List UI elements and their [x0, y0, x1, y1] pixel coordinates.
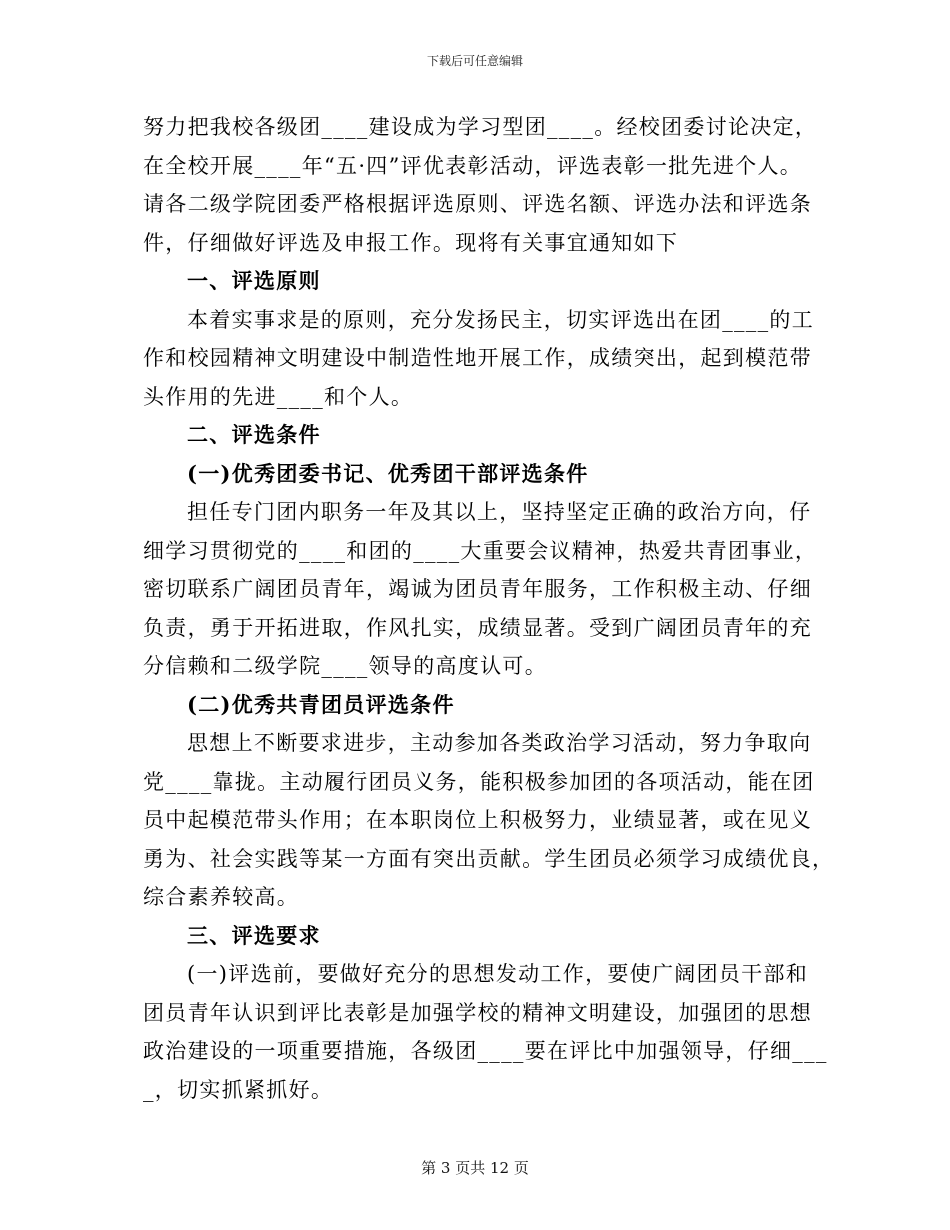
section-heading: 一、评选原则: [187, 268, 321, 293]
paragraph-line: 件，仔细做好评选及申报工作。现将有关事宜通知如下: [143, 230, 679, 255]
paragraph-line: 党____靠拢。主动履行团员义务，能积极参加团的各项活动，能在团: [143, 769, 815, 794]
paragraph-line: 思想上不断要求进步，主动参加各类政治学习活动，努力争取向: [187, 731, 812, 755]
paragraph-line: 政治建设的一项重要措施，各级团____要在评比中加强领导，仔细___: [143, 1039, 828, 1063]
paragraph-line: 员中起模范带头作用；在本职岗位上积极努力，业绩显著，或在见义: [143, 808, 812, 832]
paragraph-line: 勇为、社会实践等某一方面有突出贡献。学生团员必须学习成绩优良，: [143, 846, 835, 871]
paragraph-line: 头作用的先进____和个人。: [143, 384, 414, 409]
section-heading: (二)优秀共青团员评选条件: [187, 691, 455, 717]
section-heading: (一)优秀团委书记、优秀团干部评选条件: [187, 460, 589, 486]
section-heading: 二、评选条件: [187, 422, 321, 447]
paragraph-line: 分信赖和二级学院____领导的高度认可。: [143, 654, 547, 678]
paragraph-line: _，切实抓紧抓好。: [143, 1077, 334, 1102]
paragraph-line: 在全校开展____年“五·四”评优表彰活动，评选表彰一批先进个人。: [143, 153, 803, 178]
paragraph-line: 请各二级学院团委严格根据评选原则、评选名额、评选办法和评选条: [143, 192, 812, 216]
page-footer: 第 3 页共 12 页: [421, 1159, 529, 1177]
document-body: [143, 108, 835, 1109]
paragraph-line: 努力把我校各级团____建设成为学习型团____。经校团委讨论决定，: [143, 115, 818, 139]
paragraph-line: 细学习贯彻党的____和团的____大重要会议精神，热爱共青团事业，: [143, 538, 818, 563]
paragraph-line: 综合素养较高。: [143, 885, 300, 909]
paragraph-line: 担任专门团内职务一年及其以上，坚持坚定正确的政治方向，仔: [187, 500, 812, 524]
page-header: 下载后可任意编辑: [426, 54, 523, 68]
paragraph-line: 团员青年认识到评比表彰是加强学校的精神文明建设，加强团的思想: [143, 1000, 812, 1025]
paragraph-line: 本着实事求是的原则，充分发扬民主，切实评选出在团____的工: [187, 307, 814, 332]
paragraph-line: 密切联系广阔团员青年，竭诚为团员青年服务，工作积极主动、仔细: [143, 577, 812, 601]
paragraph-line: 作和校园精神文明建设中制造性地开展工作，成绩突出，起到模范带: [143, 346, 812, 370]
paragraph-line: 负责，勇于开拓进取，作风扎实，成绩显著。受到广阔团员青年的充: [143, 615, 812, 640]
paragraph-line: (一)评选前，要做好充分的思想发动工作，要使广阔团员干部和: [187, 962, 809, 986]
section-heading: 三、评选要求: [187, 922, 321, 948]
